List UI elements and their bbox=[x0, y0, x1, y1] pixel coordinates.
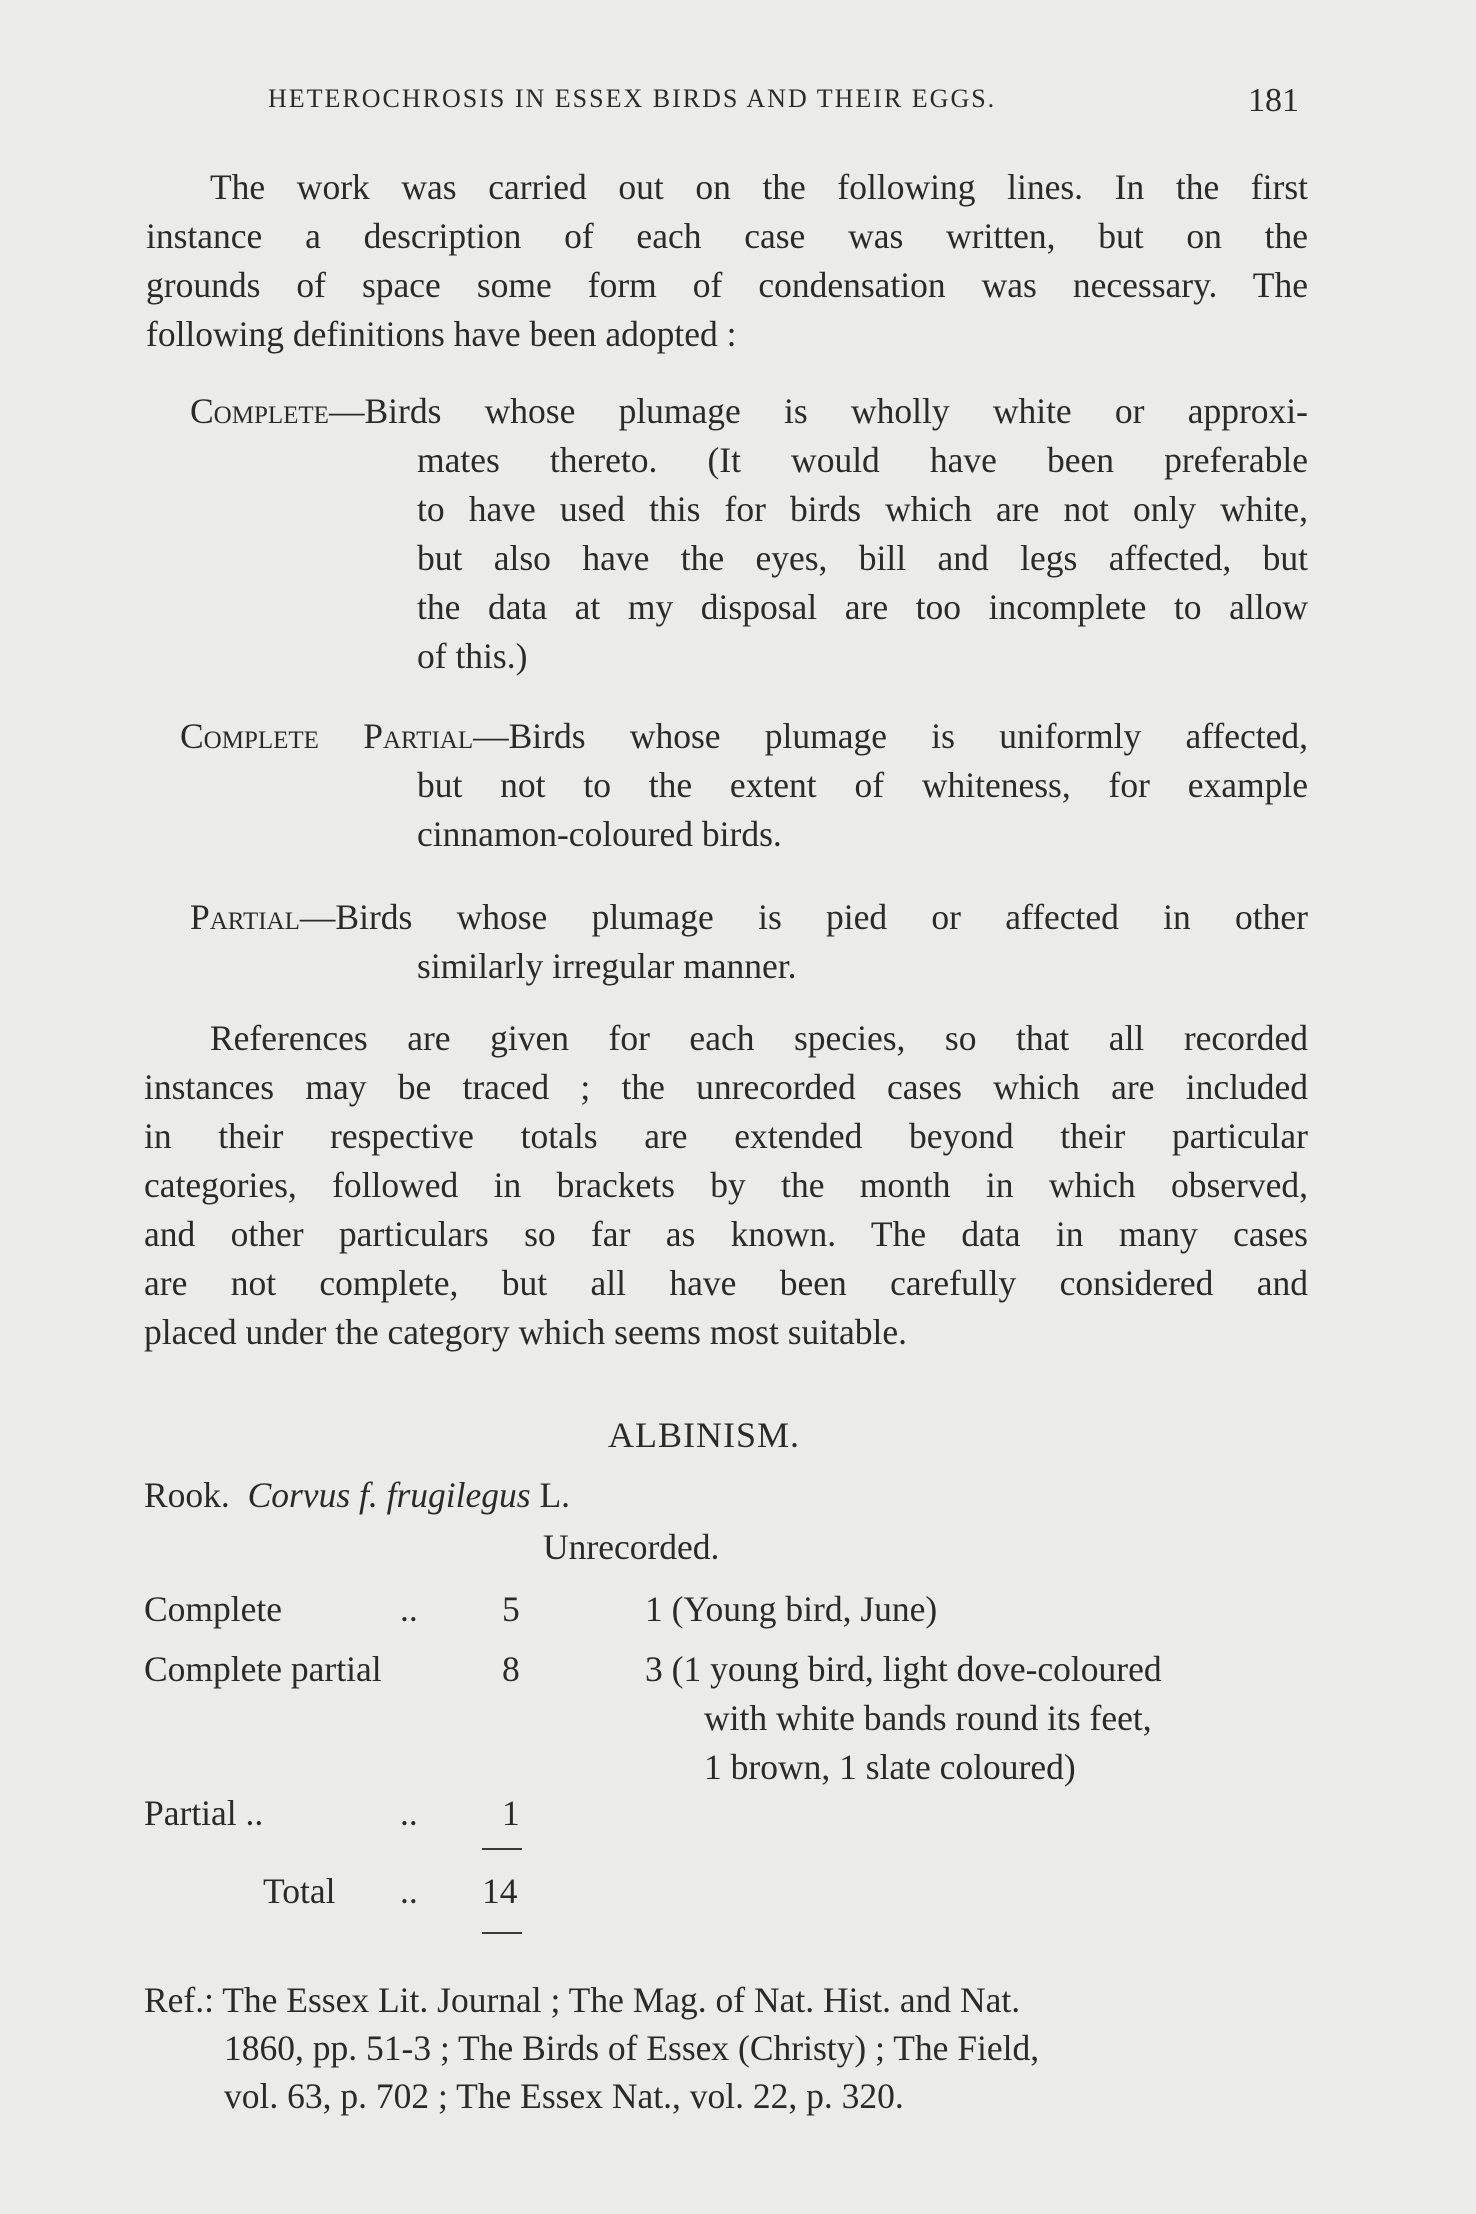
total-label: Total bbox=[263, 1871, 336, 1911]
row-count: 1 bbox=[502, 1793, 520, 1833]
text-line: grounds of space some form of condensation was necessary. The bbox=[146, 265, 1308, 305]
text-line: instances may be traced ; the unrecorded cases which are included bbox=[144, 1067, 1308, 1107]
species-latin-name: Corvus f. frugilegus bbox=[247, 1475, 531, 1515]
total-rule bbox=[482, 1932, 522, 1934]
text-line: in their respective totals are extended beyond their particular bbox=[144, 1116, 1308, 1156]
text-line: References are given for each species, so that all recorded bbox=[210, 1018, 1308, 1058]
definition-partial-continued bbox=[417, 942, 1308, 991]
text-line: following definitions have been adopted : bbox=[146, 314, 737, 354]
row-count: 8 bbox=[502, 1649, 520, 1689]
sum-rule bbox=[482, 1848, 522, 1850]
row-dots: .. bbox=[400, 1589, 418, 1629]
row-unrecorded-continued: 1 brown, 1 slate coloured) bbox=[704, 1747, 1076, 1787]
text-line: instance a description of each case was written, but on the bbox=[146, 216, 1308, 256]
text-line: of this.) bbox=[417, 636, 528, 676]
intro-paragraph bbox=[146, 163, 1308, 359]
row-dots: .. bbox=[400, 1793, 418, 1833]
definition-term: Complete Partial bbox=[180, 716, 474, 756]
text-line: Ref.: The Essex Lit. Journal ; The Mag. of Nat. Hist. and Nat. bbox=[144, 1980, 1021, 2020]
definition-term: Partial bbox=[190, 897, 300, 937]
row-count: 5 bbox=[502, 1589, 520, 1629]
definition-text: —Birds whose plumage is wholly white or approxi- bbox=[328, 391, 1308, 431]
definition-complete-partial bbox=[180, 712, 1308, 761]
definition-partial bbox=[190, 893, 1308, 942]
row-unrecorded: 3 (1 young bird, light dove-coloured bbox=[645, 1649, 1162, 1689]
text-line: mates thereto. (It would have been preferable bbox=[417, 440, 1308, 480]
text-line: the data at my disposal are too incomplete to allow bbox=[417, 587, 1308, 627]
section-heading: ALBINISM. bbox=[608, 1415, 801, 1455]
text-line bbox=[190, 387, 1308, 436]
row-label-complete-partial: Complete partial bbox=[144, 1649, 382, 1689]
row-unrecorded: 1 (Young bird, June) bbox=[645, 1589, 938, 1629]
definition-term: Complete bbox=[190, 391, 329, 431]
total-count: 14 bbox=[482, 1871, 518, 1911]
definition-complete bbox=[190, 387, 1308, 436]
text-line: are not complete, but all have been carefully considered and bbox=[144, 1263, 1308, 1303]
text-line: 1860, pp. 51-3 ; The Birds of Essex (Christy) ; The Field, bbox=[224, 2028, 1040, 2068]
text-line: but also have the eyes, bill and legs affected, but bbox=[417, 538, 1308, 578]
species-author: L. bbox=[539, 1475, 571, 1515]
definition-text: —Birds whose plumage is pied or affected in other bbox=[299, 897, 1308, 937]
text-line: cinnamon-coloured birds. bbox=[417, 814, 782, 854]
definition-complete-continued bbox=[417, 436, 1308, 681]
text-line: similarly irregular manner. bbox=[417, 946, 797, 986]
references-paragraph bbox=[144, 1014, 1308, 1357]
text-line: to have used this for birds which are not only white, bbox=[417, 489, 1308, 529]
text-line bbox=[190, 893, 1308, 942]
text-line bbox=[180, 712, 1308, 761]
row-label-complete: Complete bbox=[144, 1589, 283, 1629]
text-line: placed under the category which seems most suitable. bbox=[144, 1312, 908, 1352]
unrecorded-heading: Unrecorded. bbox=[543, 1527, 720, 1567]
definition-complete-partial-continued bbox=[417, 761, 1308, 859]
reference-list bbox=[144, 1976, 1039, 2120]
text-line: vol. 63, p. 702 ; The Essex Nat., vol. 22, p. 320. bbox=[224, 2076, 904, 2116]
running-title: HETEROCHROSIS IN ESSEX BIRDS AND THEIR EGGS. bbox=[268, 84, 997, 113]
definition-text: —Birds whose plumage is uniformly affected, bbox=[473, 716, 1308, 756]
text-line: categories, followed in brackets by the month in which observed, bbox=[144, 1165, 1308, 1205]
page-number: 181 bbox=[1248, 82, 1299, 119]
row-unrecorded-continued: with white bands round its feet, bbox=[704, 1698, 1152, 1738]
text-line: and other particulars so far as known. The data in many cases bbox=[144, 1214, 1308, 1254]
text-line: The work was carried out on the following lines. In the first bbox=[210, 167, 1308, 207]
species-common-name: Rook. bbox=[144, 1475, 230, 1515]
row-label-partial: Partial .. bbox=[144, 1793, 264, 1833]
total-dots: .. bbox=[400, 1871, 418, 1911]
species-line bbox=[144, 1474, 570, 1516]
text-line: but not to the extent of whiteness, for example bbox=[417, 765, 1308, 805]
